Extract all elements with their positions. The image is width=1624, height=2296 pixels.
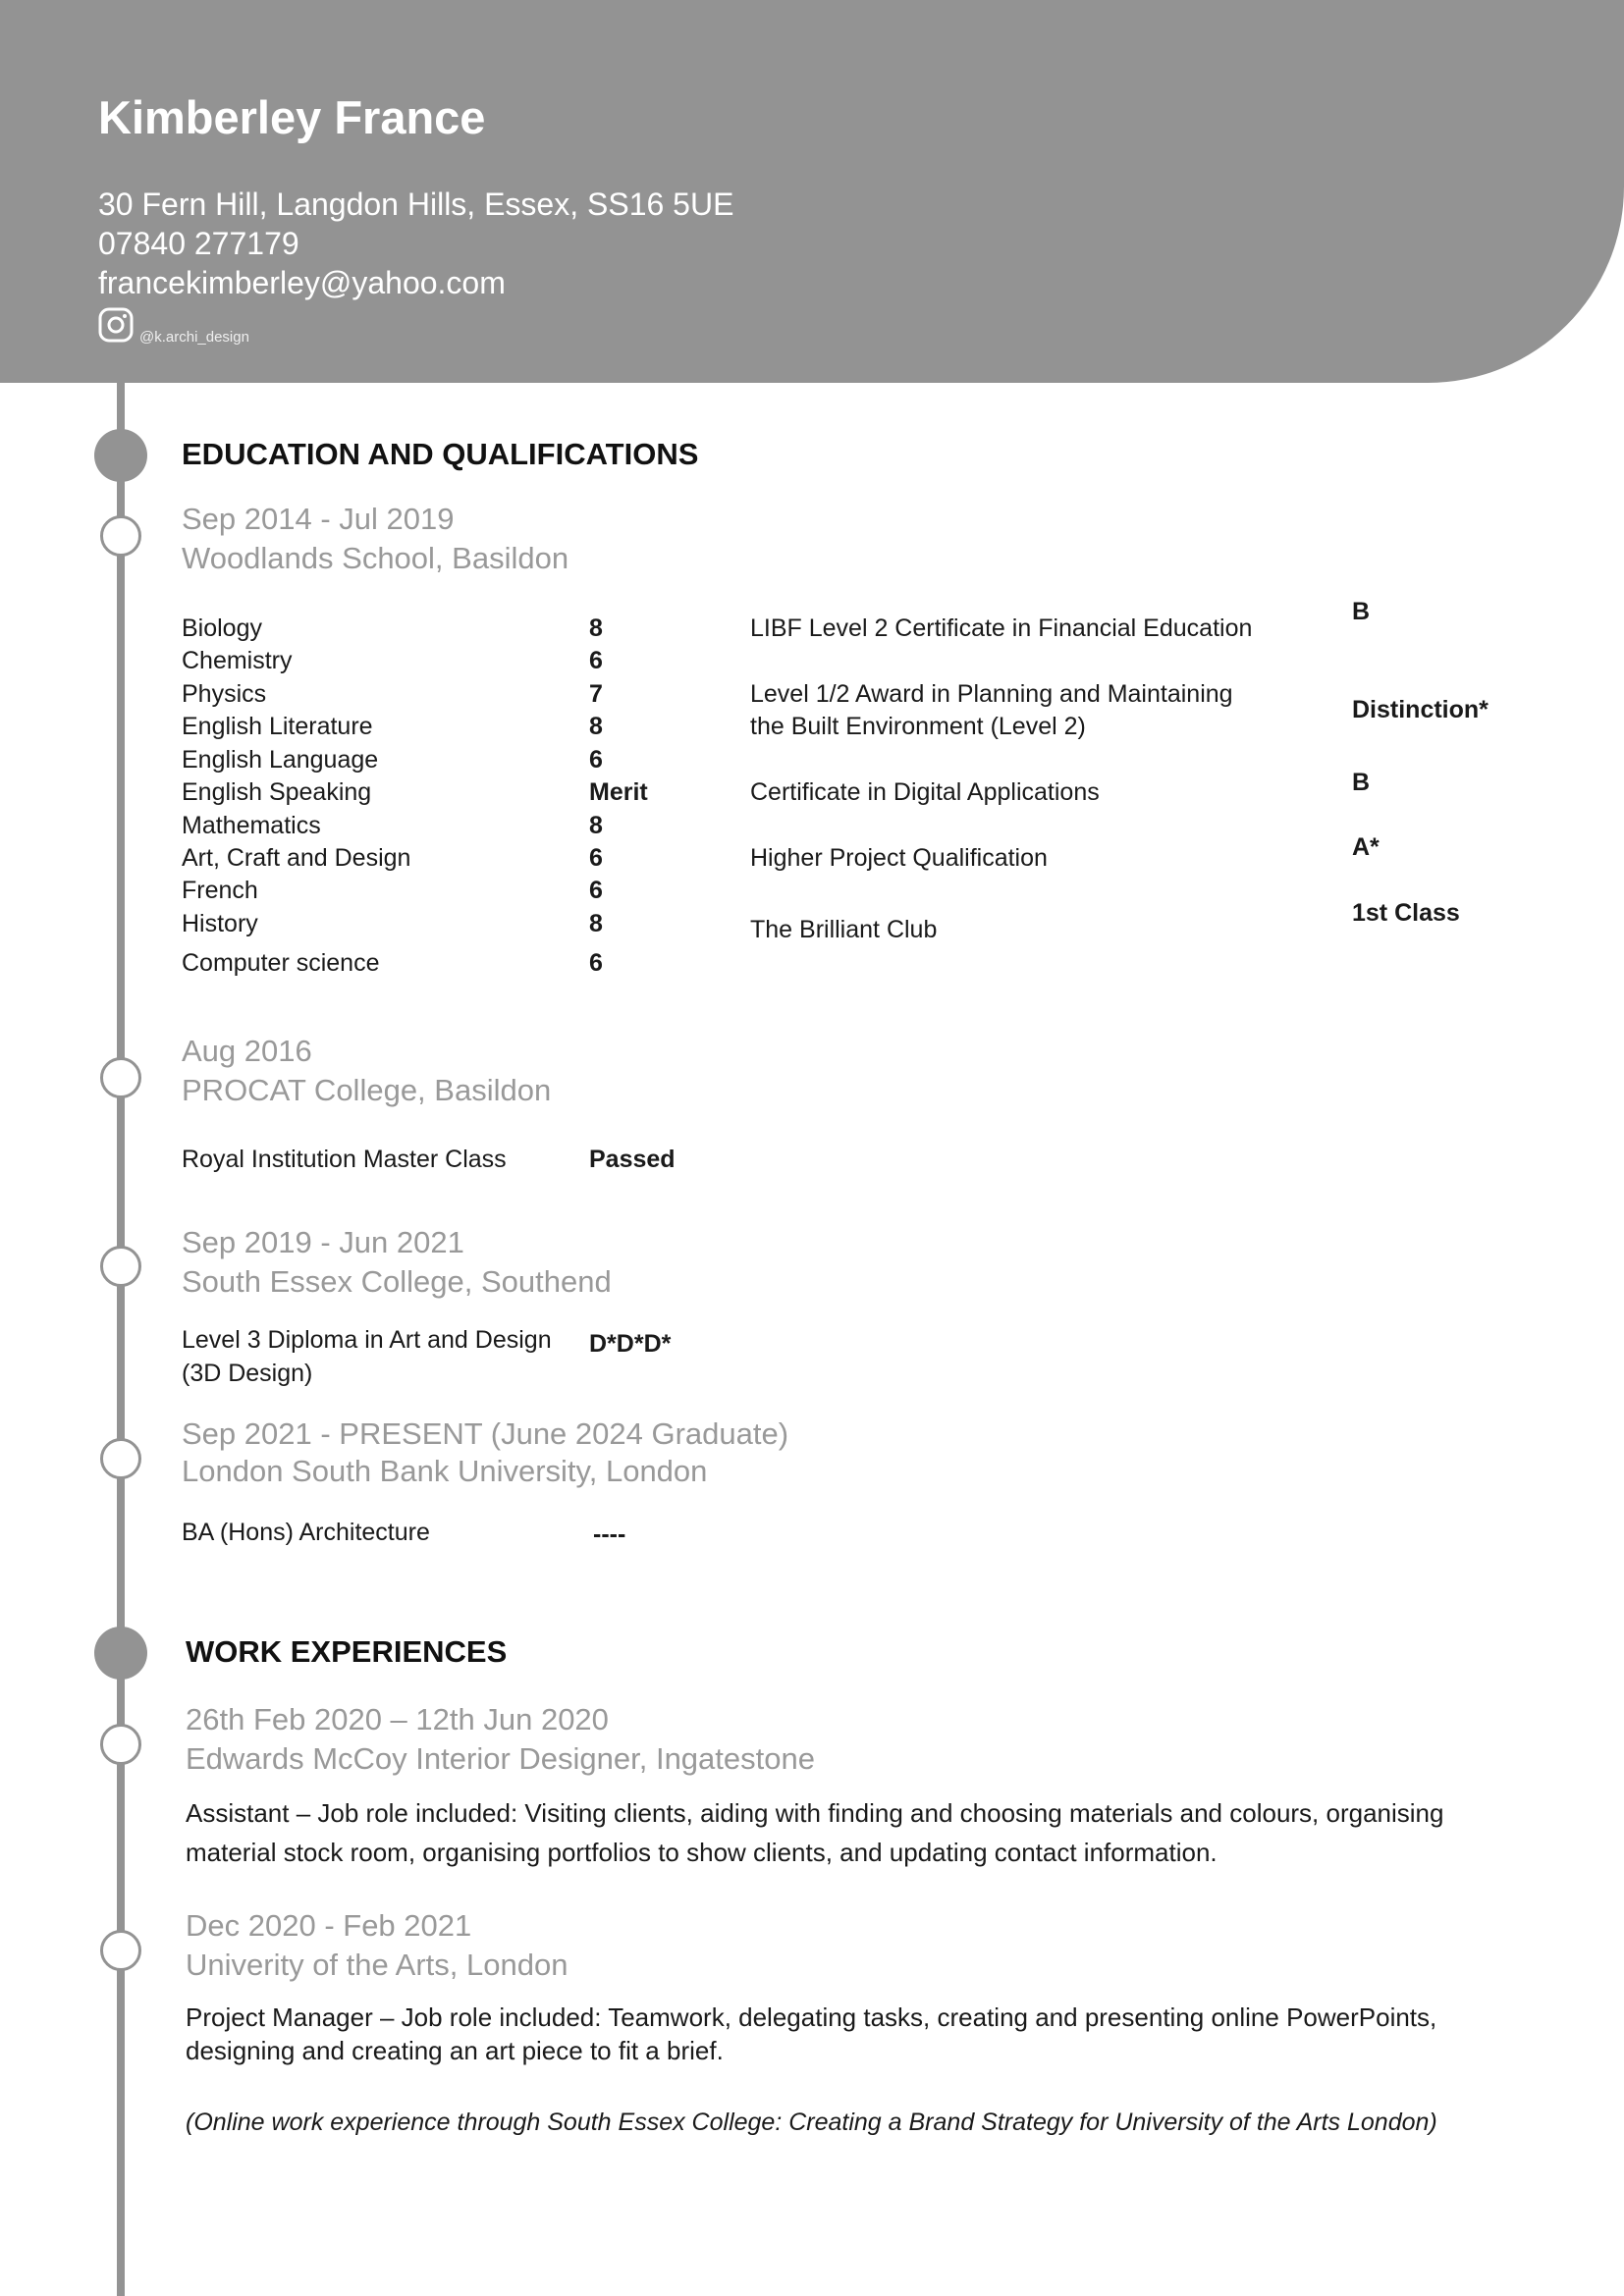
timeline-entry-node <box>100 1930 141 1971</box>
gcse-grade: Merit <box>589 778 648 806</box>
timeline-entry-node <box>100 1724 141 1765</box>
qualification-grade: B <box>1352 769 1371 796</box>
job-place: Edwards McCoy Interior Designer, Ingatestone <box>186 1741 815 1776</box>
job-place: Univerity of the Arts, London <box>186 1948 568 1982</box>
job-description: Assistant – Job role included: Visiting clients, aiding with finding and choosing materials and colours, organising <box>186 1798 1444 1828</box>
gcse-grade: 6 <box>589 877 603 904</box>
south-essex-date: Sep 2019 - Jun 2021 <box>182 1225 464 1259</box>
job-date: 26th Feb 2020 – 12th Jun 2020 <box>186 1702 609 1736</box>
gcse-grade: 6 <box>589 949 603 977</box>
qualification-grade: B <box>1352 598 1371 625</box>
gcse-subject: Biology <box>182 614 262 642</box>
woodlands-date: Sep 2014 - Jul 2019 <box>182 502 455 536</box>
timeline-section-node <box>94 1627 147 1680</box>
instagram-icon[interactable] <box>98 307 134 343</box>
qualification-name: LIBF Level 2 Certificate in Financial Education <box>750 614 1253 642</box>
gcse-subject: English Language <box>182 746 379 774</box>
gcse-grade: 7 <box>589 680 603 708</box>
phone-text: 07840 277179 <box>98 226 299 261</box>
timeline-entry-node <box>100 515 141 557</box>
timeline-entry-node <box>100 1438 141 1479</box>
gcse-subject: French <box>182 877 258 904</box>
gcse-subject: Chemistry <box>182 647 293 674</box>
candidate-name: Kimberley France <box>98 91 486 143</box>
gcse-grade: 8 <box>589 614 603 642</box>
timeline-entry-node <box>100 1246 141 1287</box>
qualification-name: Certificate in Digital Applications <box>750 778 1100 806</box>
gcse-subject: English Speaking <box>182 778 372 806</box>
lsbu-grade: ---- <box>593 1521 626 1548</box>
gcse-subject: Computer science <box>182 949 380 977</box>
address-text: 30 Fern Hill, Langdon Hills, Essex, SS16 5UE <box>98 187 734 222</box>
south-essex-course: Level 3 Diploma in Art and Design <box>182 1326 552 1354</box>
timeline-section-node <box>94 429 147 482</box>
job-description-line2: material stock room, organising portfolios to show clients, and updating contact information. <box>186 1838 1218 1867</box>
gcse-grade: 8 <box>589 713 603 740</box>
qualification-name-line2: the Built Environment (Level 2) <box>750 713 1086 740</box>
procat-course: Royal Institution Master Class <box>182 1146 507 1173</box>
job-date: Dec 2020 - Feb 2021 <box>186 1908 472 1943</box>
gcse-subject: Art, Craft and Design <box>182 844 411 872</box>
timeline-line <box>117 383 125 2296</box>
instagram-handle[interactable]: @k.archi_design <box>139 329 249 346</box>
qualification-grade: 1st Class <box>1352 899 1460 927</box>
qualification-name: Higher Project Qualification <box>750 844 1048 872</box>
qualification-grade: A* <box>1352 833 1380 861</box>
qualification-name: Level 1/2 Award in Planning and Maintaining <box>750 680 1233 708</box>
south-essex-grade: D*D*D* <box>589 1330 672 1358</box>
gcse-grade: 8 <box>589 812 603 839</box>
work-heading: WORK EXPERIENCES <box>186 1634 508 1669</box>
gcse-grade: 6 <box>589 844 603 872</box>
work-note: (Online work experience through South Essex College: Creating a Brand Strategy for University of the Arts London) <box>186 2109 1437 2136</box>
procat-place: PROCAT College, Basildon <box>182 1073 552 1107</box>
lsbu-course: BA (Hons) Architecture <box>182 1519 430 1546</box>
gcse-subject: English Literature <box>182 713 373 740</box>
gcse-grade: 6 <box>589 746 603 774</box>
lsbu-date: Sep 2021 - PRESENT (June 2024 Graduate) <box>182 1416 789 1451</box>
email-link[interactable]: francekimberley@yahoo.com <box>98 265 506 300</box>
gcse-subject: Mathematics <box>182 812 321 839</box>
gcse-subject: Physics <box>182 680 267 708</box>
qualification-name: The Brilliant Club <box>750 916 938 943</box>
south-essex-course-line2: (3D Design) <box>182 1360 313 1387</box>
procat-date: Aug 2016 <box>182 1034 312 1068</box>
education-heading: EDUCATION AND QUALIFICATIONS <box>182 437 699 471</box>
procat-grade: Passed <box>589 1146 676 1173</box>
job-description: Project Manager – Job role included: Teamwork, delegating tasks, creating and presenting online PowerPoints, <box>186 2002 1437 2032</box>
woodlands-place: Woodlands School, Basildon <box>182 541 569 575</box>
gcse-subject: History <box>182 910 258 937</box>
south-essex-place: South Essex College, Southend <box>182 1264 612 1299</box>
lsbu-place: London South Bank University, London <box>182 1454 708 1488</box>
timeline-entry-node <box>100 1057 141 1098</box>
job-description-line2: designing and creating an art piece to fit a brief. <box>186 2036 724 2065</box>
gcse-grade: 6 <box>589 647 603 674</box>
gcse-grade: 8 <box>589 910 603 937</box>
qualification-grade: Distinction* <box>1352 696 1489 723</box>
